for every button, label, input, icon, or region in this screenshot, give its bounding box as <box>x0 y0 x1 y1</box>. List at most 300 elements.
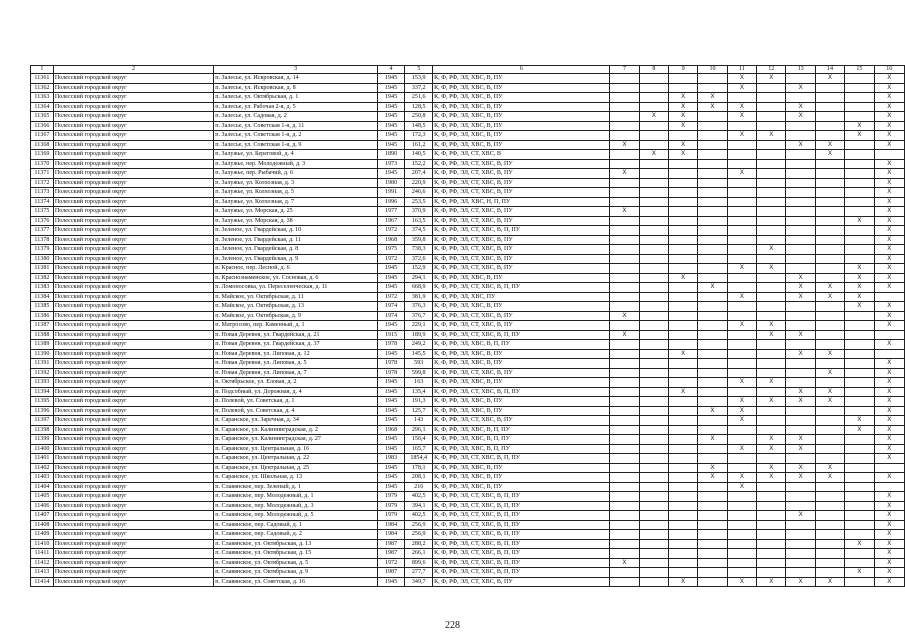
area-cell: 178,1 <box>405 463 433 473</box>
area-cell: 899,6 <box>405 558 433 568</box>
mark-cell <box>639 511 668 521</box>
area-cell: 381,9 <box>405 292 433 302</box>
mark-cell <box>669 416 698 426</box>
area-cell: 1854,4 <box>405 454 433 464</box>
column-number-cell: 6 <box>433 66 610 74</box>
mark-cell <box>698 311 727 321</box>
address-cell: п. Красное, пер. Лесной, д. 6 <box>214 264 378 274</box>
mark-cell: X <box>786 511 815 521</box>
mark-cell <box>874 463 904 473</box>
table-row <box>31 74 905 84</box>
mark-cell: X <box>845 539 874 549</box>
table-row <box>31 340 905 350</box>
mark-cell: X <box>815 368 844 378</box>
mark-cell: X <box>786 292 815 302</box>
mark-cell <box>698 340 727 350</box>
mark-cell <box>845 169 874 179</box>
address-cell: п. Саранское, ул. Школьная, д. 13 <box>214 473 378 483</box>
area-cell: 256,9 <box>405 520 433 530</box>
district-cell: Полесский городской округ <box>53 492 213 502</box>
mark-cell <box>727 501 756 511</box>
address-cell: п. Залесье, ул. Советская 1-я, д. 9 <box>214 140 378 150</box>
services-cell: К, Ф, РФ, ЭЛ, СТ, ХВС, В, ПУ <box>433 416 610 426</box>
mark-cell <box>845 83 874 93</box>
mark-cell: X <box>874 112 904 122</box>
mark-cell <box>727 549 756 559</box>
district-cell: Полесский городской округ <box>53 140 213 150</box>
mark-cell <box>757 169 786 179</box>
services-cell: К, Ф, РФ, ЭЛ, ХВС, В, ПУ <box>433 302 610 312</box>
mark-cell <box>786 311 815 321</box>
record-id-cell: 11366 <box>31 121 54 131</box>
record-id-cell: 11396 <box>31 406 54 416</box>
mark-cell <box>639 473 668 483</box>
year-built-cell: 1983 <box>377 454 405 464</box>
mark-cell <box>610 235 639 245</box>
mark-cell <box>845 530 874 540</box>
mark-cell <box>815 501 844 511</box>
mark-cell: X <box>786 444 815 454</box>
address-cell: п. Залужье, ул. Морская, д. 25 <box>214 207 378 217</box>
services-cell: К, Ф, РФ, ЭЛ, СТ, ХВС, В, П, ПУ <box>433 520 610 530</box>
address-cell: п. Краснознаменское, ул. Сосновая, д. 6 <box>214 273 378 283</box>
record-id-cell: 11367 <box>31 131 54 141</box>
column-number-cell: 2 <box>53 66 213 74</box>
mark-cell: X <box>727 482 756 492</box>
table-row <box>31 473 905 483</box>
column-number-cell: 5 <box>405 66 433 74</box>
mark-cell <box>874 330 904 340</box>
area-cell: 148,5 <box>405 121 433 131</box>
mark-cell: X <box>874 473 904 483</box>
table-row <box>31 359 905 369</box>
area-cell: 376,7 <box>405 311 433 321</box>
mark-cell <box>610 93 639 103</box>
table-row <box>31 321 905 331</box>
area-cell: 208,1 <box>405 473 433 483</box>
address-cell: п. Майское, ул. Октябрьская, д. 9 <box>214 311 378 321</box>
mark-cell <box>669 197 698 207</box>
mark-cell <box>698 169 727 179</box>
mark-cell <box>639 292 668 302</box>
mark-cell <box>815 530 844 540</box>
mark-cell <box>786 549 815 559</box>
mark-cell <box>669 378 698 388</box>
area-cell: 153,9 <box>405 74 433 84</box>
mark-cell <box>698 83 727 93</box>
record-id-cell: 11397 <box>31 416 54 426</box>
mark-cell <box>727 140 756 150</box>
services-cell: К, Ф, РФ, ЭЛ, СТ, ХВС, В, ПУ <box>433 169 610 179</box>
area-cell: 372,6 <box>405 254 433 264</box>
table-row <box>31 501 905 511</box>
mark-cell <box>874 292 904 302</box>
mark-cell <box>610 387 639 397</box>
district-cell: Полесский городской округ <box>53 501 213 511</box>
mark-cell <box>610 245 639 255</box>
district-cell: Полесский городской округ <box>53 264 213 274</box>
mark-cell <box>786 501 815 511</box>
district-cell: Полесский городской округ <box>53 74 213 84</box>
mark-cell: X <box>874 321 904 331</box>
mark-cell: X <box>669 273 698 283</box>
table-row <box>31 530 905 540</box>
district-cell: Полесский городской округ <box>53 207 213 217</box>
mark-cell <box>757 549 786 559</box>
address-cell: п. Славянское, пер. Садовый, д. 1 <box>214 520 378 530</box>
mark-cell <box>727 568 756 578</box>
year-built-cell: 1945 <box>377 577 405 587</box>
mark-cell <box>786 226 815 236</box>
mark-cell <box>639 283 668 293</box>
column-number-cell: 1 <box>31 66 54 74</box>
mark-cell <box>815 340 844 350</box>
mark-cell <box>610 197 639 207</box>
area-cell: 143 <box>405 416 433 426</box>
district-cell: Полесский городской округ <box>53 330 213 340</box>
record-id-cell: 11382 <box>31 273 54 283</box>
record-id-cell: 11380 <box>31 254 54 264</box>
mark-cell <box>727 159 756 169</box>
mark-cell <box>757 226 786 236</box>
year-built-cell: 1945 <box>377 121 405 131</box>
record-id-cell: 11384 <box>31 292 54 302</box>
mark-cell <box>786 425 815 435</box>
year-built-cell: 1945 <box>377 397 405 407</box>
table-row <box>31 292 905 302</box>
mark-cell <box>639 245 668 255</box>
area-cell: 207,4 <box>405 169 433 179</box>
address-cell: п. Залужье, пер. Молодежный, д. 3 <box>214 159 378 169</box>
district-cell: Полесский городской округ <box>53 235 213 245</box>
area-cell: 359,8 <box>405 235 433 245</box>
column-number-cell: 12 <box>757 66 786 74</box>
area-cell: 288,2 <box>405 539 433 549</box>
district-cell: Полесский городской округ <box>53 454 213 464</box>
mark-cell <box>757 273 786 283</box>
mark-cell <box>786 216 815 226</box>
record-id-cell: 11388 <box>31 330 54 340</box>
district-cell: Полесский городской округ <box>53 406 213 416</box>
mark-cell <box>669 216 698 226</box>
table-row <box>31 349 905 359</box>
record-id-cell: 11394 <box>31 387 54 397</box>
mark-cell <box>874 349 904 359</box>
year-built-cell: 1945 <box>377 74 405 84</box>
mark-cell: X <box>757 463 786 473</box>
area-cell: 738,3 <box>405 245 433 255</box>
mark-cell <box>845 558 874 568</box>
address-cell: п. Славянское, пер. Садовый, д. 2 <box>214 530 378 540</box>
address-cell: п. Залужье, ул. Морская, д. 38 <box>214 216 378 226</box>
year-built-cell: 1977 <box>377 207 405 217</box>
mark-cell <box>874 482 904 492</box>
housing-register-table <box>30 65 905 587</box>
mark-cell <box>815 254 844 264</box>
mark-cell <box>727 302 756 312</box>
district-cell: Полесский городской округ <box>53 226 213 236</box>
mark-cell: X <box>698 93 727 103</box>
mark-cell: X <box>669 93 698 103</box>
mark-cell <box>815 83 844 93</box>
area-cell: 140,5 <box>405 150 433 160</box>
mark-cell <box>639 482 668 492</box>
mark-cell: X <box>786 330 815 340</box>
address-cell: п. Славянское, ул. Октябрьская, д. 13 <box>214 539 378 549</box>
district-cell: Полесский городской округ <box>53 121 213 131</box>
mark-cell: X <box>786 349 815 359</box>
services-cell: К, Ф, РФ, ЭЛ, СТ, ХВС, В, ПУ <box>433 264 610 274</box>
area-cell: 253,5 <box>405 197 433 207</box>
services-cell: К, Ф, РФ, ЭЛ, ХВС, В, ПУ <box>433 349 610 359</box>
mark-cell <box>757 311 786 321</box>
services-cell: К, Ф, РФ, ЭЛ, СТ, ХВС, В, ПУ <box>433 577 610 587</box>
record-id-cell: 11391 <box>31 359 54 369</box>
address-cell: п. Славянское, пер. Молодежный, д. 5 <box>214 511 378 521</box>
mark-cell: X <box>727 577 756 587</box>
mark-cell <box>815 359 844 369</box>
address-cell: п. Майское, ул. Октябрьская, д. 13 <box>214 302 378 312</box>
mark-cell <box>845 112 874 122</box>
mark-cell <box>727 197 756 207</box>
mark-cell <box>698 131 727 141</box>
mark-cell <box>610 520 639 530</box>
mark-cell: X <box>610 311 639 321</box>
area-cell: 599,8 <box>405 368 433 378</box>
district-cell: Полесский городской округ <box>53 349 213 359</box>
table-row <box>31 121 905 131</box>
mark-cell: X <box>845 283 874 293</box>
mark-cell <box>727 454 756 464</box>
area-cell: 128,5 <box>405 102 433 112</box>
mark-cell <box>669 178 698 188</box>
services-cell: К, Ф, РФ, ЭЛ, ХВС, В, П, ПУ <box>433 444 610 454</box>
services-cell: К, Ф, РФ, ЭЛ, СТ, ХВС, В, П, ПУ <box>433 501 610 511</box>
mark-cell <box>757 511 786 521</box>
mark-cell <box>845 406 874 416</box>
mark-cell <box>639 302 668 312</box>
mark-cell <box>669 226 698 236</box>
area-cell: 172,3 <box>405 131 433 141</box>
mark-cell <box>610 406 639 416</box>
mark-cell <box>845 501 874 511</box>
mark-cell <box>669 311 698 321</box>
mark-cell <box>815 121 844 131</box>
mark-cell <box>845 435 874 445</box>
mark-cell <box>669 539 698 549</box>
mark-cell <box>757 121 786 131</box>
services-cell: К, Ф, РФ, ЭЛ, ХВС, В, ПУ <box>433 482 610 492</box>
mark-cell <box>845 511 874 521</box>
page-number: 228 <box>445 620 460 631</box>
table-row <box>31 178 905 188</box>
mark-cell <box>786 150 815 160</box>
record-id-cell: 11392 <box>31 368 54 378</box>
mark-cell <box>669 292 698 302</box>
mark-cell <box>669 406 698 416</box>
address-cell: п. Залужье, пер. Рыбачий, д. 6 <box>214 169 378 179</box>
record-id-cell: 11398 <box>31 425 54 435</box>
record-id-cell: 11401 <box>31 454 54 464</box>
mark-cell: X <box>698 473 727 483</box>
services-cell: К, Ф, РФ, ЭЛ, СТ, ХВС, В, П, ПУ <box>433 539 610 549</box>
record-id-cell: 11393 <box>31 378 54 388</box>
mark-cell <box>786 197 815 207</box>
mark-cell <box>757 416 786 426</box>
district-cell: Полесский городской округ <box>53 539 213 549</box>
year-built-cell: 1978 <box>377 368 405 378</box>
mark-cell: X <box>874 273 904 283</box>
year-built-cell: 1945 <box>377 416 405 426</box>
mark-cell <box>727 311 756 321</box>
mark-cell <box>786 558 815 568</box>
district-cell: Полесский городской округ <box>53 378 213 388</box>
mark-cell <box>669 159 698 169</box>
mark-cell <box>727 539 756 549</box>
mark-cell <box>610 216 639 226</box>
mark-cell <box>786 131 815 141</box>
mark-cell <box>727 463 756 473</box>
mark-cell <box>845 349 874 359</box>
district-cell: Полесский городской округ <box>53 368 213 378</box>
mark-cell <box>757 454 786 464</box>
mark-cell <box>639 273 668 283</box>
services-cell: К, Ф, РФ, ЭЛ, СТ, ХВС, В, П, ПУ <box>433 330 610 340</box>
column-number-cell: 4 <box>377 66 405 74</box>
mark-cell <box>845 150 874 160</box>
mark-cell <box>639 311 668 321</box>
year-built-cell: 1945 <box>377 321 405 331</box>
district-cell: Полесский городской округ <box>53 558 213 568</box>
services-cell: К, Ф, РФ, ЭЛ, ХВС, В, ПУ <box>433 397 610 407</box>
mark-cell: X <box>610 558 639 568</box>
column-number-cell: 14 <box>815 66 844 74</box>
address-cell: п. Зеленое, ул. Гвардейская, д. 11 <box>214 235 378 245</box>
mark-cell <box>757 530 786 540</box>
mark-cell <box>757 568 786 578</box>
mark-cell <box>639 444 668 454</box>
table-row <box>31 435 905 445</box>
mark-cell <box>698 387 727 397</box>
record-id-cell: 11414 <box>31 577 54 587</box>
mark-cell <box>639 368 668 378</box>
mark-cell <box>639 530 668 540</box>
address-cell: п. Залужье, ул. Колхозная, д. 7 <box>214 197 378 207</box>
mark-cell <box>610 292 639 302</box>
record-id-cell: 11362 <box>31 83 54 93</box>
table-row <box>31 406 905 416</box>
services-cell: К, Ф, РФ, ЭЛ, СТ, ХВС, В <box>433 150 610 160</box>
services-cell: К, Ф, РФ, ЭЛ, ХВС, В, ПУ <box>433 112 610 122</box>
district-cell: Полесский городской округ <box>53 102 213 112</box>
services-cell: К, Ф, РФ, ЭЛ, ХВС, В, ПУ <box>433 140 610 150</box>
mark-cell <box>786 321 815 331</box>
mark-cell <box>786 530 815 540</box>
mark-cell <box>786 159 815 169</box>
address-cell: п. Саранское, ул. Заречная, д. 34 <box>214 416 378 426</box>
mark-cell <box>639 140 668 150</box>
mark-cell: X <box>669 349 698 359</box>
mark-cell <box>669 549 698 559</box>
year-built-cell: 1996 <box>377 197 405 207</box>
table-row <box>31 207 905 217</box>
mark-cell <box>669 435 698 445</box>
area-cell: 163 <box>405 378 433 388</box>
record-id-cell: 11370 <box>31 159 54 169</box>
mark-cell <box>669 368 698 378</box>
mark-cell <box>698 444 727 454</box>
mark-cell <box>698 397 727 407</box>
mark-cell: X <box>727 444 756 454</box>
mark-cell: X <box>815 283 844 293</box>
address-cell: п. Саранское, ул. Центральная, д. 25 <box>214 463 378 473</box>
record-id-cell: 11412 <box>31 558 54 568</box>
mark-cell: X <box>786 140 815 150</box>
mark-cell: X <box>698 283 727 293</box>
district-cell: Полесский городской округ <box>53 302 213 312</box>
services-cell: К, Ф, РФ, ЭЛ, ХВС, В, ПУ <box>433 473 610 483</box>
mark-cell <box>639 197 668 207</box>
mark-cell <box>639 349 668 359</box>
mark-cell <box>815 511 844 521</box>
record-id-cell: 11387 <box>31 321 54 331</box>
mark-cell <box>669 511 698 521</box>
area-cell: 189,9 <box>405 330 433 340</box>
mark-cell <box>669 254 698 264</box>
table-row <box>31 311 905 321</box>
area-cell: 394,1 <box>405 501 433 511</box>
address-cell: п. Майское, ул. Октябрьская, д. 11 <box>214 292 378 302</box>
services-cell: К, Ф, РФ, ЭЛ, ХВС, Н, П, ПУ <box>433 197 610 207</box>
mark-cell <box>698 416 727 426</box>
mark-cell: X <box>786 112 815 122</box>
mark-cell <box>610 444 639 454</box>
mark-cell <box>815 520 844 530</box>
mark-cell <box>845 207 874 217</box>
mark-cell <box>757 387 786 397</box>
year-built-cell: 1945 <box>377 435 405 445</box>
address-cell: п. Залесье, ул. Октябрьская, д. 1 <box>214 93 378 103</box>
mark-cell: X <box>639 112 668 122</box>
area-cell: 145,5 <box>405 349 433 359</box>
mark-cell <box>639 406 668 416</box>
record-id-cell: 11375 <box>31 207 54 217</box>
mark-cell: X <box>874 577 904 587</box>
mark-cell <box>698 482 727 492</box>
mark-cell <box>815 378 844 388</box>
mark-cell <box>786 302 815 312</box>
mark-cell <box>757 83 786 93</box>
mark-cell <box>845 74 874 84</box>
year-built-cell: 1972 <box>377 226 405 236</box>
mark-cell <box>698 273 727 283</box>
mark-cell: X <box>815 397 844 407</box>
mark-cell: X <box>757 245 786 255</box>
year-built-cell: 1972 <box>377 292 405 302</box>
mark-cell <box>757 492 786 502</box>
mark-cell: X <box>845 416 874 426</box>
mark-cell <box>786 378 815 388</box>
area-cell: 376,3 <box>405 302 433 312</box>
mark-cell <box>669 473 698 483</box>
mark-cell <box>698 549 727 559</box>
mark-cell <box>610 188 639 198</box>
mark-cell <box>698 577 727 587</box>
address-cell: п. Матросово, пер. Каменный, д. 1 <box>214 321 378 331</box>
district-cell: Полесский городской округ <box>53 568 213 578</box>
mark-cell <box>639 102 668 112</box>
mark-cell <box>639 254 668 264</box>
